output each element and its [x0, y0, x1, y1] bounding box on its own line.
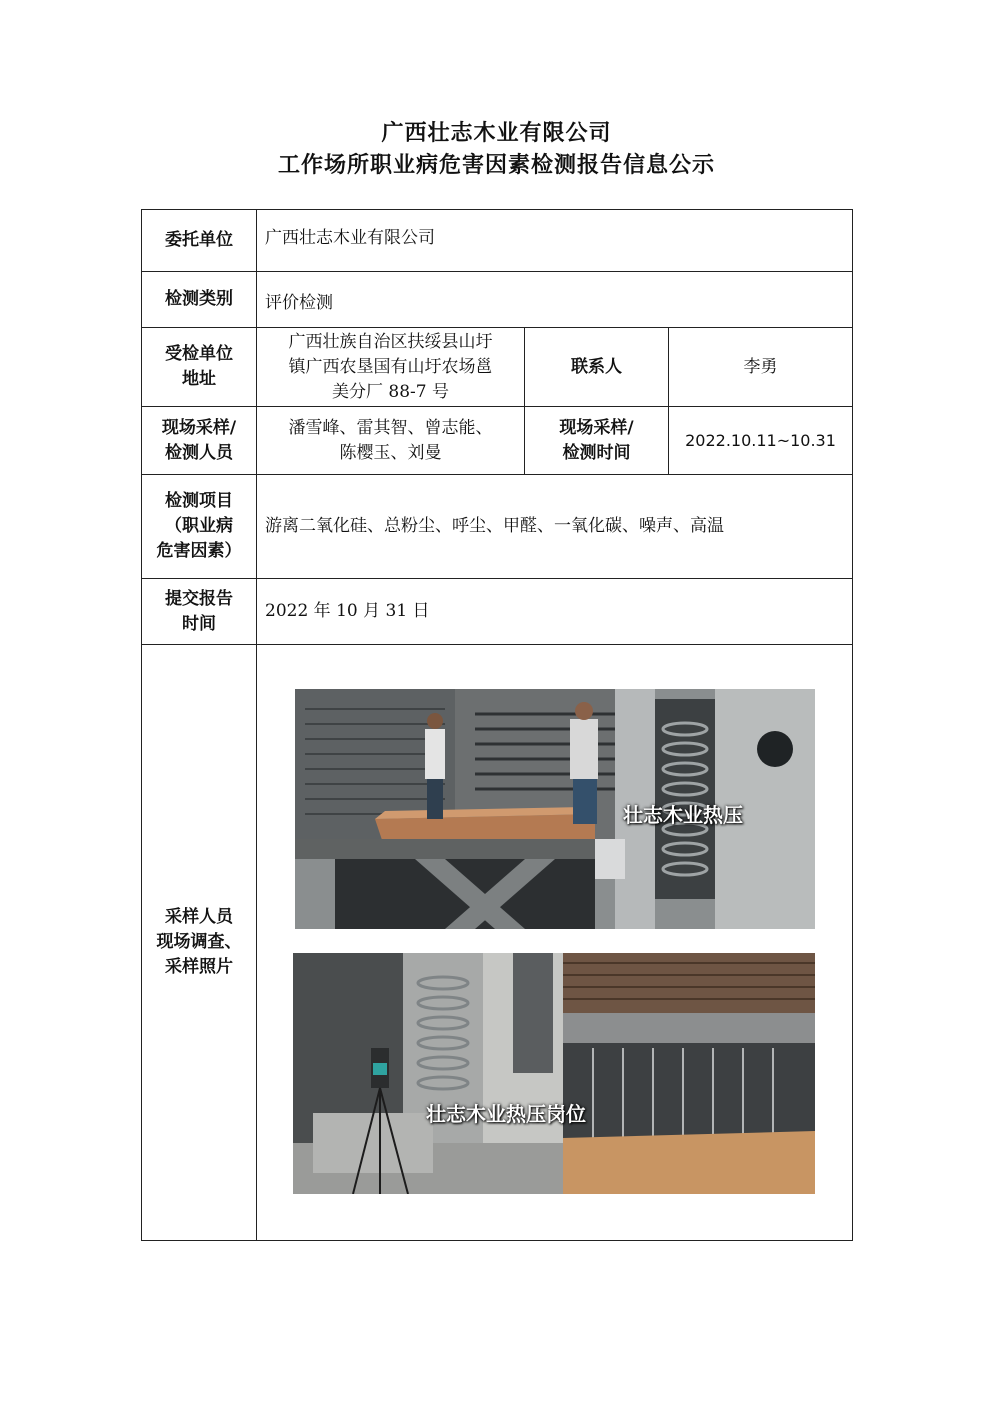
items-label-line-2: （职业病	[165, 516, 233, 536]
photos-row	[142, 645, 853, 1241]
address-row	[142, 328, 853, 407]
items-label	[142, 475, 257, 579]
hot-press-photo-2-image	[293, 953, 815, 1194]
contact-value: 李勇	[669, 328, 853, 407]
staff-label	[142, 407, 257, 475]
time-value: 2022.10.11~10.31	[669, 407, 853, 475]
items-label-line-1: 检测项目	[165, 491, 233, 511]
staff-value	[257, 407, 525, 475]
items-label-line-3: 危害因素）	[156, 541, 242, 561]
photo-2-caption: 壮志木业热压岗位	[426, 1102, 586, 1126]
staff-label-line-2: 检测人员	[165, 442, 233, 463]
address-label-line-1: 受检单位	[165, 344, 233, 364]
time-label-line-1: 现场采样/	[559, 417, 634, 438]
staff-value-line-1: 潘雪峰、雷其智、曾志能、	[288, 417, 493, 438]
address-value	[257, 328, 525, 407]
photos-cell	[257, 645, 853, 1241]
items-row	[142, 475, 853, 579]
staff-row	[142, 407, 853, 475]
address-value-line-2: 镇广西农垦国有山圩农场邕	[288, 356, 493, 377]
client-label: 委托单位	[142, 210, 257, 272]
report-info-table	[141, 209, 853, 1241]
time-label-line-2: 检测时间	[562, 442, 631, 463]
address-value-line-1: 广西壮族自治区扶绥县山圩	[288, 331, 493, 352]
client-value: 广西壮志木业有限公司	[257, 210, 853, 272]
document-header	[0, 118, 993, 182]
staff-value-line-2: 陈樱玉、刘曼	[339, 442, 442, 463]
contact-label: 联系人	[525, 328, 669, 407]
photos-label-line-2: 现场调查、	[156, 932, 242, 952]
address-label-line-2: 地址	[182, 369, 216, 389]
type-label: 检测类别	[142, 272, 257, 328]
photos-label	[142, 645, 257, 1241]
report-title: 工作场所职业病危害因素检测报告信息公示	[277, 153, 715, 178]
submit-label	[142, 579, 257, 645]
photo-1-caption: 壮志木业热压	[623, 803, 743, 827]
time-label	[525, 407, 669, 475]
hot-press-photo-2	[293, 953, 815, 1194]
address-label	[142, 328, 257, 407]
photos-label-line-1: 采样人员	[165, 907, 233, 927]
type-row	[142, 272, 853, 328]
submit-row	[142, 579, 853, 645]
staff-label-line-1: 现场采样/	[161, 417, 237, 438]
photos-label-line-3: 采样照片	[165, 957, 233, 977]
submit-label-line-1: 提交报告	[165, 588, 233, 609]
items-value: 游离二氧化硅、总粉尘、呼尘、甲醛、一氧化碳、噪声、高温	[257, 475, 853, 579]
client-row	[142, 210, 853, 272]
hot-press-photo-1	[295, 689, 815, 929]
submit-value: 2022 年 10 月 31 日	[257, 579, 853, 645]
company-title: 广西壮志木业有限公司	[381, 121, 612, 146]
submit-label-line-2: 时间	[182, 613, 216, 634]
type-value: 评价检测	[257, 272, 853, 328]
address-value-line-3: 美分厂 88-7 号	[332, 381, 449, 402]
